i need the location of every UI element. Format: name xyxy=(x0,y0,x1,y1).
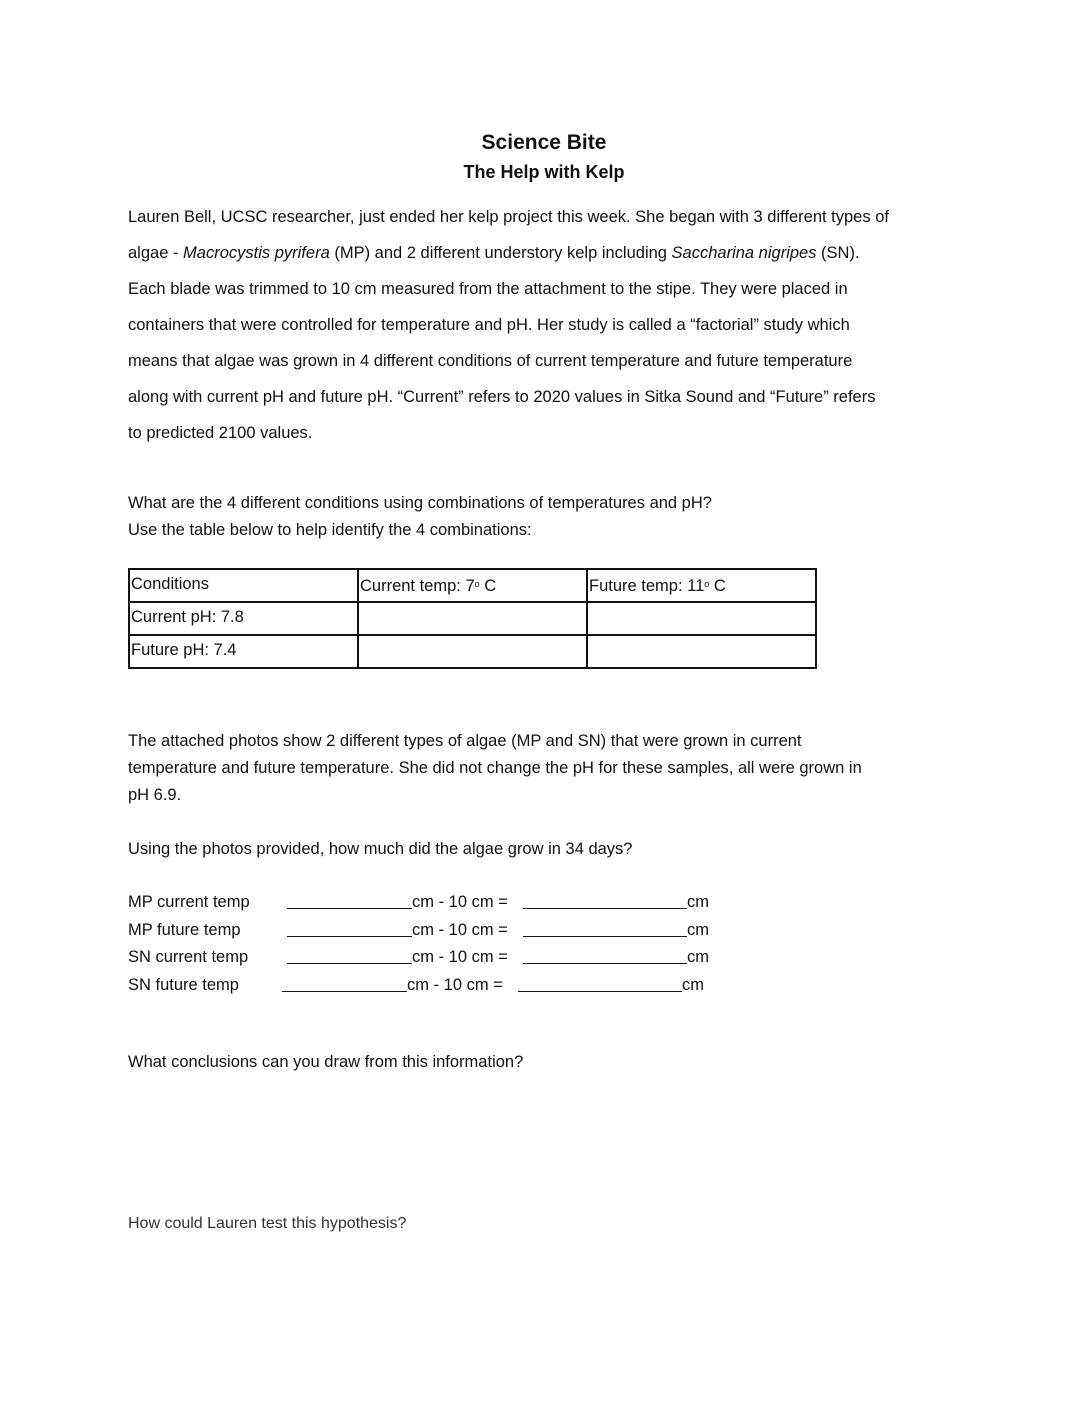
growth-row-label: MP current temp xyxy=(128,893,250,911)
calc-unit: cm xyxy=(682,976,704,994)
intro-line: Each blade was trimmed to 10 cm measured from the attachment to the stipe. They were placed in xyxy=(128,280,848,298)
header-future-temp: Future temp: 11$^o$ C xyxy=(587,569,816,602)
answer-cell[interactable] xyxy=(358,635,587,668)
calc-unit: cm xyxy=(687,893,709,911)
growth-row-label: SN future temp xyxy=(128,976,239,994)
photos-line: temperature and future temperature. She did not change the pH for these samples, all were grown in xyxy=(128,759,862,777)
instruction-table: Use the table below to help identify the 4 combinations: xyxy=(128,521,532,539)
answer-cell[interactable] xyxy=(587,602,816,635)
question-conditions: What are the 4 different conditions using combinations of temperatures and pH? xyxy=(128,494,712,512)
calc-middle-text: cm - 10 cm = xyxy=(412,893,508,911)
answer-cell[interactable] xyxy=(587,635,816,668)
intro-text: (SN). xyxy=(816,244,860,262)
calc-middle-text: cm - 10 cm = xyxy=(412,948,508,966)
intro-text: (MP) and 2 different understory kelp including xyxy=(329,244,672,262)
growth-row-label: MP future temp xyxy=(128,921,241,939)
page-title: Science Bite xyxy=(481,131,607,154)
photos-line: pH 6.9. xyxy=(128,786,182,804)
table-row xyxy=(129,602,816,635)
answer-cell[interactable] xyxy=(358,602,587,635)
calc-middle-text: cm - 10 cm = xyxy=(412,921,508,939)
header-conditions: Conditions xyxy=(129,569,358,602)
intro-line xyxy=(128,235,968,271)
row-label-current-ph: Current pH: 7.8 xyxy=(129,602,358,635)
row-label-future-ph: Future pH: 7.4 xyxy=(129,635,358,668)
photos-paragraph xyxy=(128,728,862,809)
species-macrocystis: Macrocystis pyrifera xyxy=(183,244,330,262)
blank-measurement[interactable] xyxy=(287,890,412,916)
photos-line: The attached photos show 2 different types of algae (MP and SN) that were grown in current xyxy=(128,732,802,750)
species-saccharina: Saccharina nigripes xyxy=(671,244,817,262)
intro-line: containers that were controlled for temperature and pH. Her study is called a “factorial” study which xyxy=(128,316,850,334)
conditions-table xyxy=(128,568,817,669)
table-header-row xyxy=(129,569,816,602)
intro-text: algae - xyxy=(128,244,184,262)
question-hypothesis: How could Lauren test this hypothesis? xyxy=(128,1215,407,1232)
intro-line: Lauren Bell, UCSC researcher, just ended her kelp project this week. She began with 3 different types of xyxy=(128,208,889,226)
page-subtitle: The Help with Kelp xyxy=(463,162,625,182)
blank-growth[interactable] xyxy=(523,918,687,944)
blank-growth[interactable] xyxy=(518,973,682,999)
blank-measurement[interactable] xyxy=(282,973,407,999)
blank-measurement[interactable] xyxy=(287,918,412,944)
question-growth: Using the photos provided, how much did the algae grow in 34 days? xyxy=(128,840,633,858)
calc-unit: cm xyxy=(687,948,709,966)
intro-line: along with current pH and future pH. “Current” refers to 2020 values in Sitka Sound and “Future” refers xyxy=(128,388,876,406)
intro-line: means that algae was grown in 4 different conditions of current temperature and future temperature xyxy=(128,352,853,370)
intro-line: to predicted 2100 values. xyxy=(128,424,313,442)
blank-growth[interactable] xyxy=(523,945,687,971)
table-row xyxy=(129,635,816,668)
calc-middle-text: cm - 10 cm = xyxy=(407,976,503,994)
blank-growth[interactable] xyxy=(523,890,687,916)
question-conclusions: What conclusions can you draw from this information? xyxy=(128,1053,524,1071)
blank-measurement[interactable] xyxy=(287,945,412,971)
header-current-temp: Current temp: 7$^o$ C xyxy=(358,569,587,602)
intro-paragraph xyxy=(128,199,968,451)
growth-row-label: SN current temp xyxy=(128,948,249,966)
calc-unit: cm xyxy=(687,921,709,939)
